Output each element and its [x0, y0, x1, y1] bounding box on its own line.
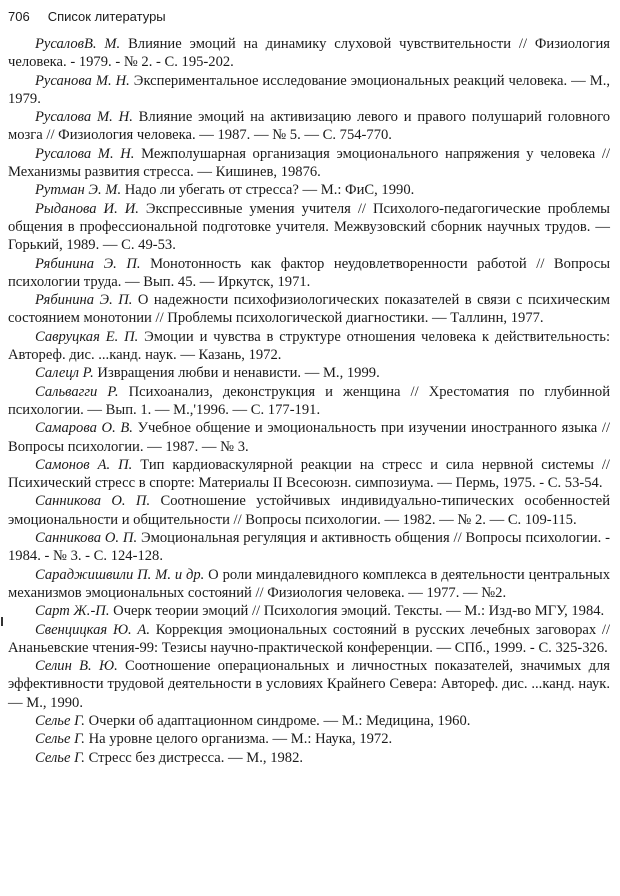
page-number: 706: [8, 9, 30, 24]
reference-entry: [8, 529, 610, 566]
reference-entry: [8, 712, 610, 730]
reference-text: О роли миндалевидного комплекса в деятельности центральных механизмов эмоциональных состояний // Физиология человека. — 1977. — №2.: [8, 566, 611, 601]
reference-author: Рябинина Э. П.: [35, 255, 141, 272]
reference-text: Эмоциональная регуляция и активность общения // Вопросы психологии. - 1984. - № 3. - С. 124-128.: [8, 530, 610, 565]
reference-text: Монотонность как фактор неудовлетворенности работой // Вопросы психологии труда. — Вып. 45. — Иркутск, 1971.: [8, 255, 611, 290]
reference-author: Русалова М. Н.: [35, 109, 133, 126]
reference-entry: [8, 328, 610, 365]
reference-author: Селье Г.: [35, 712, 85, 729]
reference-entry: [8, 566, 610, 603]
margin-mark: [1, 617, 3, 626]
reference-text: Психоанализ, деконструкция и женщина // Хрестоматия по глубинной психологии. — Вып. 1. — М.,'1996. — С. 177-191.: [8, 383, 611, 418]
reference-text: Межполушарная организация эмоционального напряжения у человека // Механизмы развития стресса. — Кишинев, 19876.: [8, 145, 611, 181]
reference-text: Надо ли убегать от стресса? — М.: ФиС, 1990.: [121, 182, 415, 199]
reference-text: Коррекция эмоциональных состояний в русских лечебных заговорах // Ананьевские чтения-99: Тезисы научно-практической конференции. — СПб., 1999. - С. 325-326.: [8, 621, 610, 656]
reference-text: Стресс без дистресса. — М., 1982.: [84, 749, 304, 766]
reference-text: Очерк теории эмоций // Психология эмоций. Тексты. — М.: Изд-во МГУ, 1984.: [109, 603, 605, 620]
reference-author: Самарова О. В.: [35, 420, 133, 437]
reference-entry: [8, 456, 610, 493]
reference-author: Самонов А. П.: [35, 456, 133, 473]
reference-entry: [8, 621, 610, 658]
reference-entry: [8, 291, 610, 328]
reference-author: Селье Г.: [35, 731, 85, 748]
reference-author: РусаловВ. М.: [35, 36, 121, 52]
page-header: [8, 8, 612, 26]
reference-author: Селье Г.: [35, 749, 85, 766]
reference-entry: [8, 492, 610, 529]
reference-entry: [8, 35, 610, 72]
reference-text: Эмоции и чувства в структуре отношения человека к действительность: Автореф. дис. ...канд. наук. — Казань, 1972.: [8, 328, 611, 364]
reference-text: Влияние эмоций на динамику слуховой чувствительности // Физиология человека. - 1979. - № 2. - С. 195-202.: [8, 36, 611, 71]
reference-author: Рябинина Э. П.: [35, 292, 133, 309]
reference-entry: [8, 383, 610, 420]
reference-author: Савруцкая Е. П.: [35, 328, 139, 345]
reference-author: Рутман Э. М.: [35, 182, 122, 199]
reference-author: Сараджишвили П. М. и др.: [35, 566, 205, 583]
reference-author: Русанова М. Н.: [35, 72, 130, 89]
reference-text: Экспрессивные умения учителя // Психолого-педагогические проблемы общения в профессиональной подготовке учителя. Межвузовский сборник научных трудов. — Горький, 1989. — С. 49-53.: [8, 200, 610, 254]
reference-author: Сарт Ж.-П.: [35, 603, 110, 620]
reference-text: О надежности психофизиологических показателей в связи с психическим состоянием монотонии // Проблемы психологической диагностики. — Таллинн, 1977.: [8, 292, 610, 327]
reference-entry: [8, 200, 610, 255]
reference-text: На уровне целого организма. — М.: Наука, 1972.: [84, 731, 393, 748]
reference-entry: [8, 364, 610, 382]
reference-text: Учебное общение и эмоциональность при изучении иностранного языка // Вопросы психологии. — 1987. — № 3.: [8, 420, 610, 455]
reference-text: Влияние эмоций на активизацию левого и правого полушарий головного мозга // Физиология человека. — 1987. — № 5. — С. 754-770.: [8, 109, 610, 144]
reference-author: Сальвагги Р.: [35, 383, 119, 400]
reference-text: Экспериментальное исследование эмоциональных реакций человека. — М., 1979.: [8, 72, 610, 107]
reference-text: Соотношение операциональных и личностных показателей, значимых для эффективности трудовой деятельности в условиях Крайнего Севера: Автореф. дис. ...канд. наук. — М., 1990.: [8, 658, 610, 711]
reference-author: Селин В. Ю.: [35, 658, 118, 675]
reference-entry: [8, 657, 610, 712]
reference-author: Рыданова И. И.: [35, 200, 139, 217]
reference-text: Соотношение устойчивых индивидуально-типических особенностей эмоциональности и общительности // Вопросы психологии. — 1982. — № 2. — С. 109-115.: [8, 493, 611, 528]
reference-entry: [8, 730, 610, 748]
reference-author: Свенцицкая Ю. А.: [35, 621, 150, 638]
reference-entry: [8, 602, 610, 620]
reference-entry: [8, 181, 610, 199]
section-title: Список литературы: [47, 9, 166, 24]
reference-author: Санникова О. П.: [35, 530, 138, 547]
reference-entry: [8, 145, 610, 182]
reference-author: Салецл Р.: [35, 365, 94, 382]
reference-author: Санникова О. П.: [35, 493, 151, 510]
reference-entry: [8, 72, 610, 109]
reference-text: Извращения любви и ненависти. — М., 1999.: [93, 365, 380, 382]
reference-text: Очерки об адаптационном синдроме. — М.: Медицина, 1960.: [84, 712, 471, 729]
reference-entry: [8, 255, 610, 292]
reference-list: [8, 35, 610, 767]
reference-entry: [8, 419, 610, 456]
reference-author: Русалова М. Н.: [35, 145, 135, 162]
reference-entry: [8, 749, 610, 767]
reference-text: Тип кардиоваскулярной реакции на стресс и сила нервной системы // Психический стресс в спорте: Материалы II Всесоюзн. симпозиума. — Пермь, 1975. - С. 53-54.: [8, 456, 610, 492]
reference-entry: [8, 108, 610, 145]
